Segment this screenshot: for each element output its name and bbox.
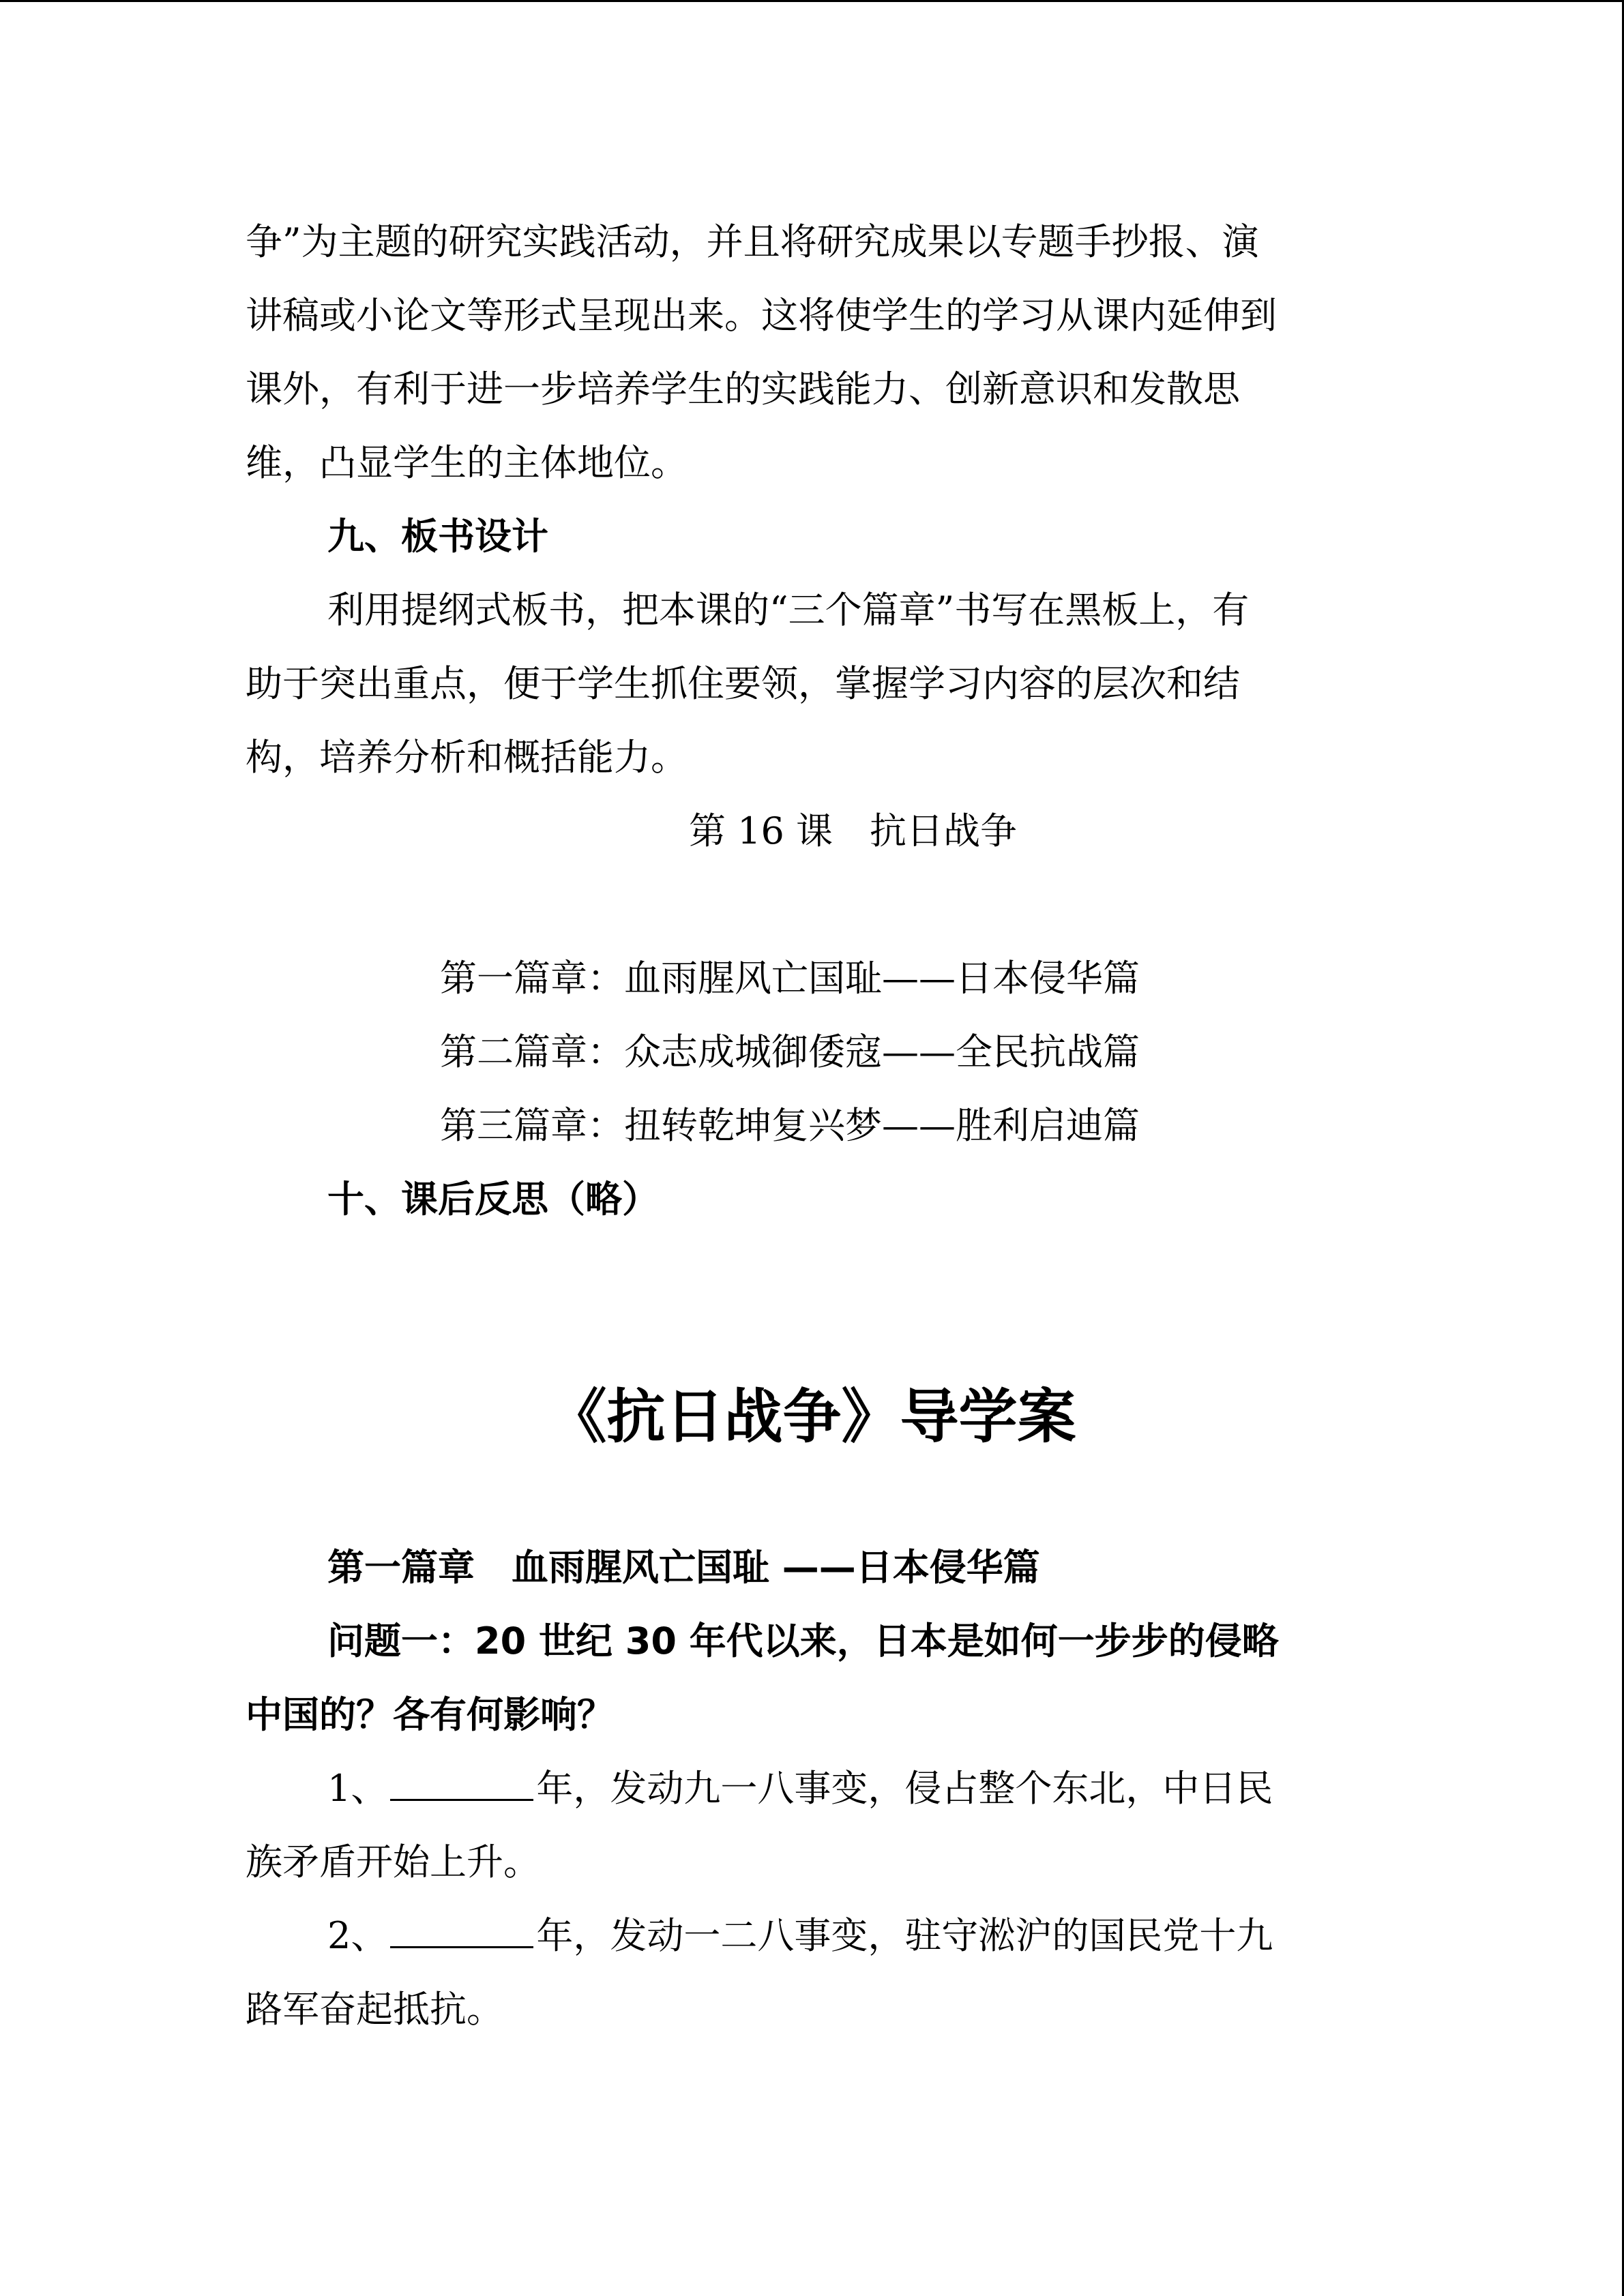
paragraph-line: 讲稿或小论文等形式呈现出来。这将使学生的学习从课内延伸到	[246, 294, 1277, 337]
board-item: 第一篇章：血雨腥风亡国耻——日本侵华篇	[440, 957, 1140, 1000]
paragraph-line: 族矛盾开始上升。	[246, 1840, 540, 1883]
board-item: 第三篇章：扭转乾坤复兴梦——胜利启迪篇	[440, 1104, 1140, 1147]
item-text: 年，发动一二八事变，驻守淞沪的国民党十九	[536, 1914, 1273, 1957]
board-item: 第二篇章：众志成城御倭寇——全民抗战篇	[440, 1030, 1140, 1073]
paragraph-line: 构，培养分析和概括能力。	[246, 736, 688, 779]
chapter-heading: 第一篇章 血雨腥风亡国耻 ——日本侵华篇	[327, 1546, 1040, 1589]
paragraph-line: 争”为主题的研究实践活动，并且将研究成果以专题手抄报、演	[246, 220, 1259, 263]
question-line: 中国的？各有何影响？	[246, 1693, 614, 1736]
item-text: 年，发动九一八事变，侵占整个东北，中日民	[536, 1767, 1273, 1810]
answer-blank[interactable]	[390, 1911, 533, 1948]
document-title: 《抗日战争》导学案	[548, 1383, 1076, 1451]
section-heading-10: 十、课后反思（略）	[327, 1178, 659, 1221]
fill-in-item-1	[327, 1752, 1273, 1825]
section-heading-9: 九、板书设计	[327, 515, 548, 558]
paragraph-line: 维，凸显学生的主体地位。	[246, 441, 688, 484]
paragraph-line: 路军奋起抵抗。	[246, 1988, 503, 2031]
paragraph-line: 课外，有利于进一步培养学生的实践能力、创新意识和发散思	[246, 368, 1240, 411]
answer-blank[interactable]	[390, 1763, 533, 1801]
item-number: 1、	[327, 1767, 388, 1810]
fill-in-item-2	[327, 1899, 1273, 1973]
paragraph-line: 助于突出重点，便于学生抓住要领，掌握学习内容的层次和结	[246, 662, 1240, 705]
item-number: 2、	[327, 1914, 388, 1957]
question-line: 问题一：20 世纪 30 年代以来，日本是如何一步步的侵略	[327, 1620, 1279, 1663]
paragraph-line: 利用提纲式板书，把本课的“三个篇章”书写在黑板上，有	[327, 588, 1250, 631]
board-title: 第 16 课 抗日战争	[688, 809, 1018, 852]
